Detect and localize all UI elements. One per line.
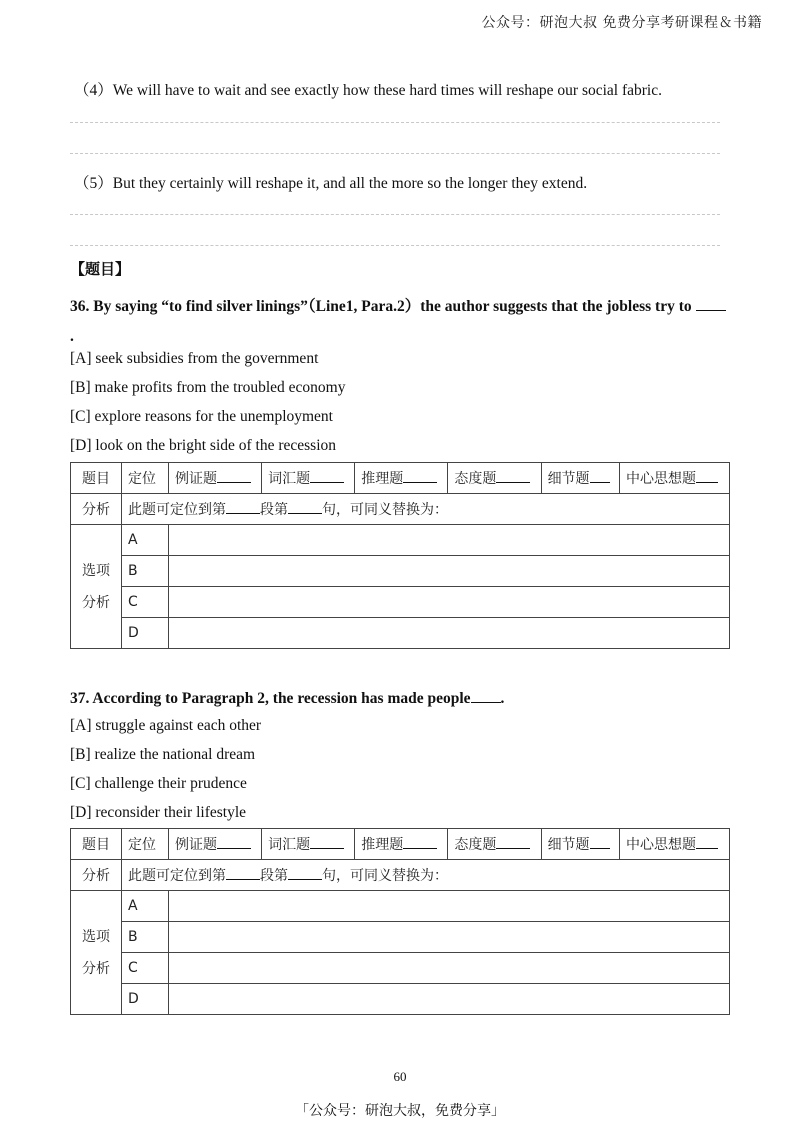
- cell-type: [169, 463, 262, 494]
- question-stem-end: .: [70, 328, 74, 345]
- cell-type: [169, 829, 262, 860]
- sentence-4: （4）We will have to wait and see exactly how these hard times will reshape our social fabric.: [74, 82, 662, 99]
- option-b: [B] make profits from the troubled economy: [70, 379, 346, 396]
- cell-option-analysis: [169, 556, 730, 587]
- fill-blank: [403, 482, 437, 483]
- cell-option-analysis: [169, 953, 730, 984]
- analysis-text: 此题可定位到第: [128, 502, 226, 518]
- cell-option-letter: B: [122, 922, 169, 953]
- cell-option-letter: C: [122, 587, 169, 618]
- type-label: 推理题: [361, 837, 404, 853]
- option-c: [C] challenge their prudence: [70, 775, 247, 792]
- page-footer: 「公众号：研泡大叔，免费分享」: [295, 1103, 505, 1119]
- type-label: 中心思想题: [626, 837, 697, 853]
- option-c: [C] explore reasons for the unemployment: [70, 408, 333, 425]
- cell-option-analysis: [169, 525, 730, 556]
- fill-blank: [288, 879, 322, 880]
- cell-type: [620, 829, 730, 860]
- cell-label: 题目: [71, 463, 122, 494]
- label-line: 分析: [82, 594, 110, 611]
- cell-label: 题目: [71, 829, 122, 860]
- fill-blank: [590, 482, 610, 483]
- cell-analysis: [122, 860, 730, 891]
- question-stem-text: 37. According to Paragraph 2, the recession has made people: [70, 690, 471, 707]
- type-label: 态度题: [454, 471, 497, 487]
- cell-type: [262, 463, 355, 494]
- cell-analysis: [122, 494, 730, 525]
- question-stem-text: 36. By saying “to find silver linings”（Line1, Para.2）the author suggests that the jobless try to: [70, 298, 692, 315]
- cell-type: [262, 829, 355, 860]
- answer-line: [70, 245, 720, 246]
- fill-blank: [217, 848, 251, 849]
- fill-blank: [310, 482, 344, 483]
- fill-blank: [696, 482, 718, 483]
- cell-option-letter: B: [122, 556, 169, 587]
- cell-locate: 定位: [122, 829, 169, 860]
- cell-type: [448, 463, 541, 494]
- cell-option-letter: A: [122, 525, 169, 556]
- option-a: [A] struggle against each other: [70, 717, 262, 734]
- page-number: 60: [393, 1069, 407, 1084]
- fill-blank: [590, 848, 610, 849]
- cell-option-analysis: [169, 922, 730, 953]
- cell-option-analysis: [169, 587, 730, 618]
- cell-option-letter: D: [122, 984, 169, 1015]
- fill-blank: [496, 848, 530, 849]
- cell-option-analysis: [169, 984, 730, 1015]
- fill-blank: [226, 879, 260, 880]
- fill-blank: [288, 513, 322, 514]
- cell-type: [355, 829, 448, 860]
- analysis-text: 句，可同义替换为：: [322, 868, 448, 884]
- answer-blank: [696, 310, 726, 311]
- answer-line: [70, 214, 720, 215]
- cell-label: 分析: [71, 860, 122, 891]
- analysis-text: 句，可同义替换为：: [322, 502, 448, 518]
- cell-options-label: [71, 525, 122, 649]
- fill-blank: [217, 482, 251, 483]
- type-label: 例证题: [175, 471, 217, 487]
- question-37-stem: [70, 690, 730, 708]
- label-line: 选项: [82, 928, 110, 945]
- analysis-text: 段第: [260, 868, 288, 884]
- answer-line: [70, 153, 720, 154]
- label-line: 分析: [82, 960, 110, 977]
- section-title: 【题目】: [70, 260, 131, 278]
- option-b: [B] realize the national dream: [70, 746, 256, 763]
- cell-type: [620, 463, 730, 494]
- type-label: 中心思想题: [626, 471, 697, 487]
- type-label: 细节题: [547, 837, 590, 853]
- type-label: 词汇题: [268, 837, 311, 853]
- option-a: [A] seek subsidies from the government: [70, 350, 319, 367]
- analysis-table-37: [70, 828, 730, 1015]
- cell-option-letter: C: [122, 953, 169, 984]
- cell-type: [355, 463, 448, 494]
- fill-blank: [496, 482, 530, 483]
- cell-type: [541, 463, 619, 494]
- option-d: [D] look on the bright side of the recession: [70, 437, 337, 454]
- cell-options-label: [71, 891, 122, 1015]
- cell-type: [448, 829, 541, 860]
- sentence-5: （5）But they certainly will reshape it, and all the more so the longer they extend.: [74, 175, 588, 192]
- page-header: 公众号：研泡大叔 免费分享考研课程＆书籍: [481, 15, 762, 31]
- cell-option-analysis: [169, 891, 730, 922]
- type-label: 例证题: [175, 837, 217, 853]
- analysis-table-36: [70, 462, 730, 649]
- answer-line: [70, 122, 720, 123]
- option-d: [D] reconsider their lifestyle: [70, 804, 247, 821]
- cell-label: 分析: [71, 494, 122, 525]
- answer-blank: [471, 702, 501, 703]
- label-line: 选项: [82, 562, 110, 579]
- type-label: 态度题: [454, 837, 497, 853]
- cell-option-letter: A: [122, 891, 169, 922]
- type-label: 推理题: [361, 471, 404, 487]
- analysis-text: 此题可定位到第: [128, 868, 226, 884]
- question-stem-end: .: [500, 690, 505, 707]
- cell-option-letter: D: [122, 618, 169, 649]
- type-label: 词汇题: [268, 471, 311, 487]
- question-36-stem: [70, 292, 730, 352]
- analysis-text: 段第: [260, 502, 288, 518]
- cell-option-analysis: [169, 618, 730, 649]
- cell-type: [541, 829, 619, 860]
- cell-locate: 定位: [122, 463, 169, 494]
- fill-blank: [696, 848, 718, 849]
- type-label: 细节题: [547, 471, 590, 487]
- fill-blank: [226, 513, 260, 514]
- fill-blank: [403, 848, 437, 849]
- fill-blank: [310, 848, 344, 849]
